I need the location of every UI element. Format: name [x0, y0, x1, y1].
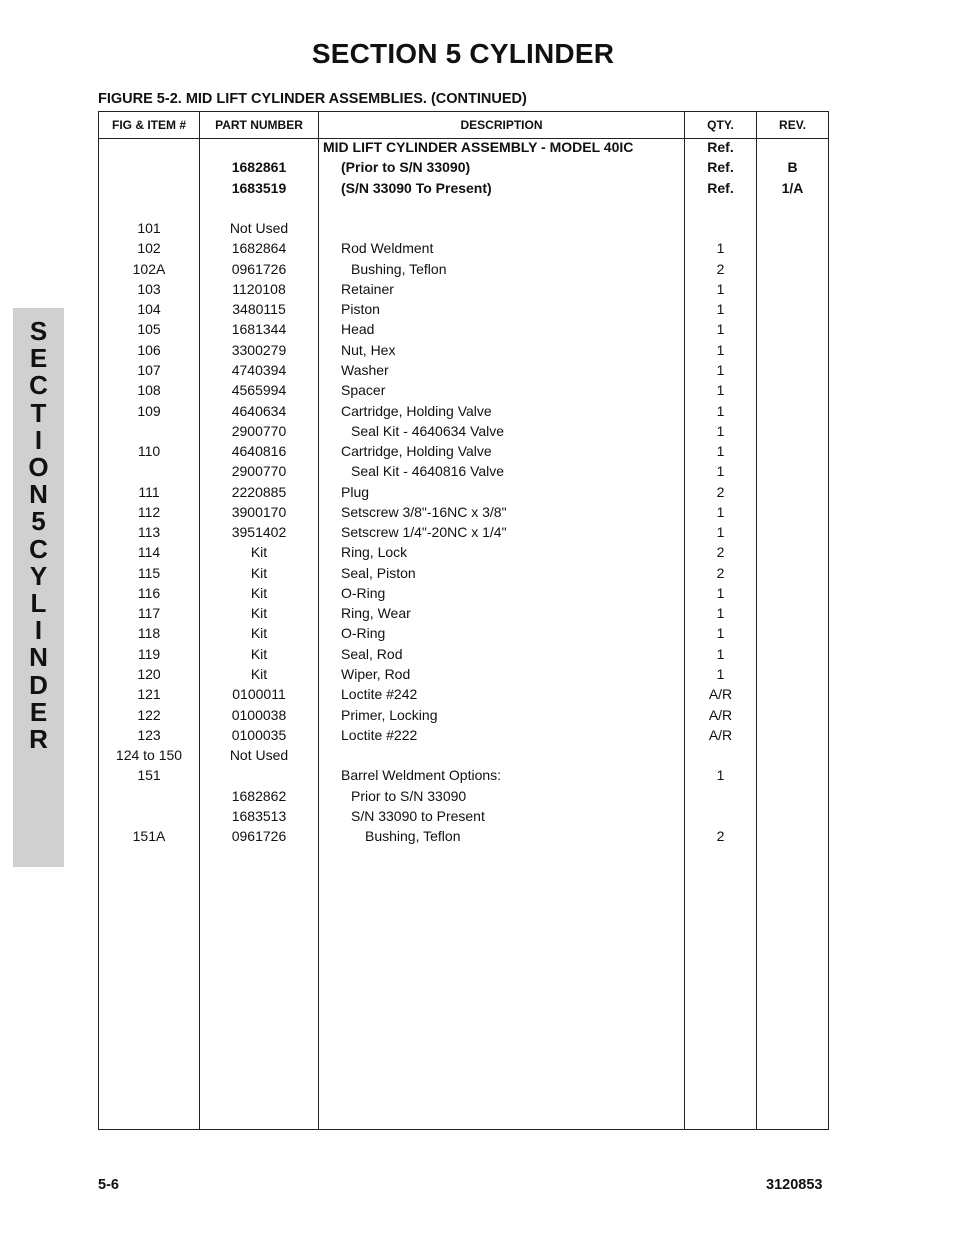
table-row: [99, 198, 828, 218]
cell-qty: Ref.: [707, 179, 734, 196]
cell-part-number: 4640634: [231, 402, 287, 419]
cell-item: 113: [137, 524, 161, 541]
document-number: 3120853: [766, 1177, 823, 1193]
cell-part-number: 0100038: [231, 706, 287, 723]
cell-part-number: 3900170: [231, 503, 287, 520]
cell-qty: 1: [716, 584, 725, 601]
cell-part-number: 4565994: [231, 382, 287, 399]
side-tab-letter: 5: [31, 506, 46, 537]
header-qty: QTY.: [707, 118, 734, 132]
table-row: [99, 259, 828, 279]
table-row: [99, 441, 828, 461]
cell-part-number: 0100035: [231, 726, 287, 743]
cell-part-number: 1682864: [231, 240, 287, 257]
cell-part-number: 4640816: [231, 443, 287, 460]
cell-description: Piston: [341, 301, 380, 318]
table-row: [99, 360, 828, 380]
cell-qty: A/R: [708, 726, 733, 743]
header-description: DESCRIPTION: [460, 118, 543, 132]
table-row: [99, 806, 828, 826]
cell-description: Spacer: [341, 382, 386, 399]
cell-description: Seal, Piston: [341, 564, 416, 581]
cell-description: Seal, Rod: [341, 645, 403, 662]
cell-part-number: 1682861: [231, 159, 287, 176]
cell-part-number: 3951402: [231, 524, 287, 541]
cell-part-number: Not Used: [229, 747, 289, 764]
table-row: [99, 461, 828, 481]
cell-description: Cartridge, Holding Valve: [341, 402, 492, 419]
cell-qty: A/R: [708, 706, 733, 723]
cell-item: 101: [137, 220, 161, 237]
cell-description: (S/N 33090 To Present): [341, 179, 492, 196]
cell-qty: 1: [716, 301, 725, 318]
cell-description: S/N 33090 to Present: [351, 807, 485, 824]
cell-qty: 1: [716, 321, 725, 338]
cell-item: 102: [137, 240, 161, 257]
cell-description: Nut, Hex: [341, 341, 396, 358]
table-row: [99, 401, 828, 421]
cell-part-number: 4740394: [231, 361, 287, 378]
table-row: [99, 238, 828, 258]
table-row: [99, 563, 828, 583]
table-row: [99, 725, 828, 745]
cell-description: Bushing, Teflon: [351, 260, 447, 277]
table-row: [99, 522, 828, 542]
cell-qty: Ref.: [707, 139, 734, 155]
table-row: [99, 765, 828, 785]
cell-description: Barrel Weldment Options:: [341, 767, 502, 784]
header-rev: REV.: [779, 118, 806, 132]
table-row: [99, 421, 828, 441]
header-part-number: PART NUMBER: [215, 118, 303, 132]
cell-qty: 1: [716, 503, 725, 520]
table-row: [99, 603, 828, 623]
table-row: [99, 684, 828, 704]
cell-item: 120: [137, 666, 161, 683]
section-side-tab: [13, 308, 64, 867]
cell-item: 107: [137, 361, 161, 378]
side-tab-letter: N: [29, 642, 48, 673]
cell-description: Cartridge, Holding Valve: [341, 443, 492, 460]
cell-part-number: 1683513: [231, 807, 287, 824]
side-tab-letter: O: [28, 452, 49, 482]
cell-description: MID LIFT CYLINDER ASSEMBLY - MODEL 40IC: [323, 139, 634, 155]
side-tab-letter: N: [29, 479, 48, 510]
cell-item: 103: [137, 280, 161, 297]
cell-item: 110: [137, 443, 161, 460]
cell-part-number: 0961726: [231, 828, 287, 845]
cell-description: Ring, Lock: [341, 544, 408, 561]
table-row: [99, 745, 828, 765]
cell-qty: 1: [716, 361, 725, 378]
table-row: [99, 218, 828, 238]
side-tab-letter: D: [29, 669, 48, 700]
cell-description: Plug: [341, 483, 370, 500]
table-row: [99, 583, 828, 603]
cell-qty: A/R: [708, 686, 733, 703]
cell-item: 104: [137, 301, 161, 318]
cell-qty: 2: [716, 260, 725, 277]
side-tab-letter: E: [29, 343, 48, 374]
cell-description: O-Ring: [341, 625, 386, 642]
figure-caption: FIGURE 5-2. MID LIFT CYLINDER ASSEMBLIES. (CONTINUED): [98, 91, 527, 107]
cell-qty: 2: [716, 828, 725, 845]
header-fig-item: FIG & ITEM #: [111, 118, 186, 132]
cell-qty: 1: [716, 240, 725, 257]
side-tab-letter: I: [34, 424, 43, 455]
side-tab-letter: R: [29, 724, 48, 754]
table-row: [99, 542, 828, 562]
cell-item: 124 to 150: [115, 747, 183, 764]
table-row: [99, 623, 828, 643]
table-row: [99, 157, 828, 177]
cell-rev: 1/A: [781, 179, 804, 196]
table-row: [99, 482, 828, 502]
cell-qty: 2: [716, 564, 725, 581]
cell-description: Seal Kit - 4640634 Valve: [351, 422, 505, 439]
cell-qty: 1: [716, 605, 725, 622]
cell-item: 111: [138, 483, 160, 500]
table-row: [99, 319, 828, 339]
cell-description: Bushing, Teflon: [365, 828, 461, 845]
cell-description: O-Ring: [341, 584, 386, 601]
cell-part-number: Kit: [250, 564, 268, 581]
cell-part-number: Kit: [250, 544, 268, 561]
cell-part-number: 3300279: [231, 341, 287, 358]
cell-qty: 1: [716, 382, 725, 399]
cell-part-number: Kit: [250, 645, 268, 662]
cell-part-number: 3480115: [232, 301, 286, 318]
cell-description: Primer, Locking: [341, 706, 438, 723]
cell-item: 151A: [132, 828, 166, 845]
side-tab-letter: C: [29, 533, 48, 564]
cell-description: Rod Weldment: [341, 240, 434, 257]
cell-qty: 1: [716, 524, 725, 541]
cell-qty: 1: [716, 402, 725, 419]
cell-rev: B: [787, 159, 798, 176]
cell-part-number: Kit: [250, 625, 268, 642]
cell-qty: 1: [716, 280, 725, 297]
cell-part-number: Kit: [250, 584, 268, 601]
cell-description: Head: [341, 321, 375, 338]
cell-item: 151: [137, 767, 161, 784]
table-row: [99, 137, 828, 157]
cell-item: 118: [137, 625, 161, 642]
cell-description: Prior to S/N 33090: [351, 787, 467, 804]
cell-item: 114: [137, 544, 161, 561]
cell-description: Washer: [341, 361, 389, 378]
cell-part-number: 1683519: [231, 179, 287, 196]
cell-description: Retainer: [341, 280, 394, 297]
cell-item: 123: [137, 726, 161, 743]
table-row: [99, 826, 828, 846]
parts-table: [98, 111, 829, 1130]
cell-qty: 2: [716, 544, 725, 561]
side-tab-letter: S: [29, 316, 48, 346]
cell-part-number: 1682862: [231, 787, 287, 804]
side-tab-letter: C: [29, 370, 48, 401]
cell-part-number: Kit: [250, 666, 268, 683]
table-row: [99, 705, 828, 725]
table-row: [99, 380, 828, 400]
side-tab-letter: E: [29, 696, 48, 727]
cell-item: 119: [137, 645, 161, 662]
cell-description: Wiper, Rod: [341, 666, 411, 683]
cell-qty: 1: [716, 645, 725, 662]
cell-qty: 1: [716, 341, 725, 358]
cell-description: Loctite #222: [341, 726, 418, 743]
cell-qty: 1: [716, 666, 725, 683]
cell-item: 109: [137, 402, 161, 419]
cell-description: Loctite #242: [341, 686, 418, 703]
cell-qty: 2: [716, 483, 725, 500]
cell-item: 112: [137, 503, 161, 520]
cell-item: 102A: [132, 260, 166, 277]
section-title: SECTION 5 CYLINDER: [311, 38, 615, 69]
table-row: [99, 502, 828, 522]
cell-qty: 1: [716, 422, 725, 439]
side-tab-letter: Y: [29, 560, 48, 591]
table-row: [99, 786, 828, 806]
cell-part-number: Not Used: [229, 220, 289, 237]
cell-description: Setscrew 3/8"-16NC x 3/8": [341, 503, 507, 520]
table-row: [99, 299, 828, 319]
table-row: [99, 340, 828, 360]
table-row: [99, 279, 828, 299]
cell-item: 106: [137, 341, 161, 358]
cell-item: 122: [137, 706, 161, 723]
cell-item: 115: [137, 564, 161, 581]
cell-description: Setscrew 1/4"-20NC x 1/4": [341, 524, 507, 541]
cell-qty: Ref.: [707, 159, 734, 176]
table-row: [99, 664, 828, 684]
cell-qty: 1: [716, 767, 725, 784]
cell-description: (Prior to S/N 33090): [341, 159, 471, 176]
cell-qty: 1: [716, 625, 725, 642]
cell-part-number: 0961726: [231, 260, 287, 277]
side-tab-letter: L: [30, 588, 47, 618]
cell-part-number: 2900770: [231, 463, 287, 480]
cell-item: 116: [137, 584, 161, 601]
cell-part-number: 2900770: [231, 422, 287, 439]
table-row: [99, 644, 828, 664]
cell-item: 105: [137, 321, 161, 338]
cell-qty: 1: [716, 443, 725, 460]
cell-description: Ring, Wear: [341, 605, 411, 622]
cell-part-number: 2220885: [231, 483, 287, 500]
cell-item: 121: [137, 686, 161, 703]
cell-qty: 1: [716, 463, 725, 480]
page-number: 5-6: [98, 1177, 119, 1193]
table-row: [99, 178, 828, 198]
cell-part-number: 1681344: [231, 321, 287, 338]
cell-description: Seal Kit - 4640816 Valve: [351, 463, 505, 480]
cell-part-number: 1120108: [232, 280, 286, 297]
cell-item: 108: [137, 382, 161, 399]
cell-item: 117: [137, 605, 161, 622]
cell-part-number: 0100011: [232, 686, 286, 703]
cell-part-number: Kit: [250, 605, 268, 622]
side-tab-letter: T: [30, 397, 47, 428]
side-tab-letter: I: [34, 615, 43, 646]
